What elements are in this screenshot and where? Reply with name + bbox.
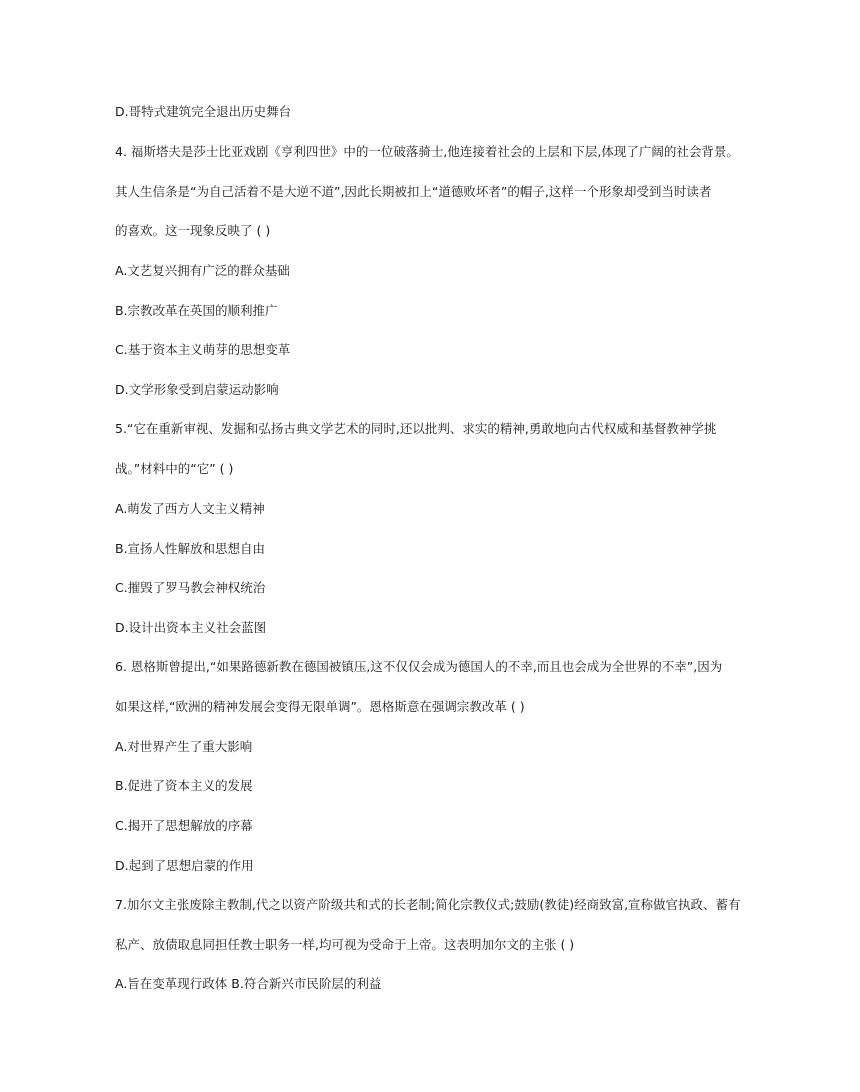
- option-c-q5: C.摧毁了罗马教会神权统治: [115, 580, 266, 595]
- option-c-q4: C.基于资本主义萌芽的思想变革: [115, 342, 291, 357]
- question-4-line-3: 的喜欢。这一现象反映了 ( ): [115, 223, 271, 238]
- option-b-q6: B.促进了资本主义的发展: [115, 778, 253, 793]
- option-d-q3: D.哥特式建筑完全退出历史舞台: [115, 104, 292, 119]
- question-5-line-2: 战。”材料中的“它” ( ): [115, 461, 234, 476]
- option-a-q5: A.萌发了西方人文主义精神: [115, 501, 265, 516]
- question-5-line-1: 5.“它在重新审视、发掘和弘扬古典文学艺术的同时,还以批判、求实的精神,勇敢地向古代权威和基督教神学挑: [115, 421, 717, 436]
- option-d-q5: D.设计出资本主义社会蓝图: [115, 620, 267, 635]
- question-7-line-1: 7.加尔文主张废除主教制,代之以资产阶级共和式的长老制;简化宗教仪式;鼓励(教徒)经商致富,宣称做官执政、蓄有: [115, 897, 741, 912]
- question-6-line-2: 如果这样,“欧洲的精神发展会变得无限单调”。恩格斯意在强调宗教改革 ( ): [115, 699, 525, 714]
- option-d-q4: D.文学形象受到启蒙运动影响: [115, 382, 279, 397]
- option-c-q6: C.揭开了思想解放的序幕: [115, 818, 253, 833]
- question-4-line-1: 4. 福斯塔夫是莎士比亚戏剧《亨利四世》中的一位破落骑士,他连接着社会的上层和下层,体现了广阔的社会背景。: [115, 144, 739, 159]
- options-ab-q7: A.旨在变革现行政体 B.符合新兴市民阶层的利益: [115, 976, 382, 991]
- question-6-line-1: 6. 恩格斯曾提出,“如果路德新教在德国被镇压,这不仅仅会成为德国人的不幸,而且也会成为全世界的不幸”,因为: [115, 659, 723, 674]
- option-a-q4: A.文艺复兴拥有广泛的群众基础: [115, 263, 290, 278]
- option-d-q6: D.起到了思想启蒙的作用: [115, 858, 254, 873]
- question-7-line-2: 私产、放债取息同担任教士职务一样,均可视为受命于上帝。这表明加尔文的主张 ( ): [115, 937, 575, 952]
- question-4-line-2: 其人生信条是“为自己活着不是大逆不道”,因此长期被扣上“道德败坏者”的帽子,这样一个形象却受到当时读者: [115, 184, 712, 199]
- option-b-q4: B.宗教改革在英国的顺利推广: [115, 303, 278, 318]
- option-a-q6: A.对世界产生了重大影响: [115, 739, 253, 754]
- option-b-q5: B.宣扬人性解放和思想自由: [115, 541, 266, 556]
